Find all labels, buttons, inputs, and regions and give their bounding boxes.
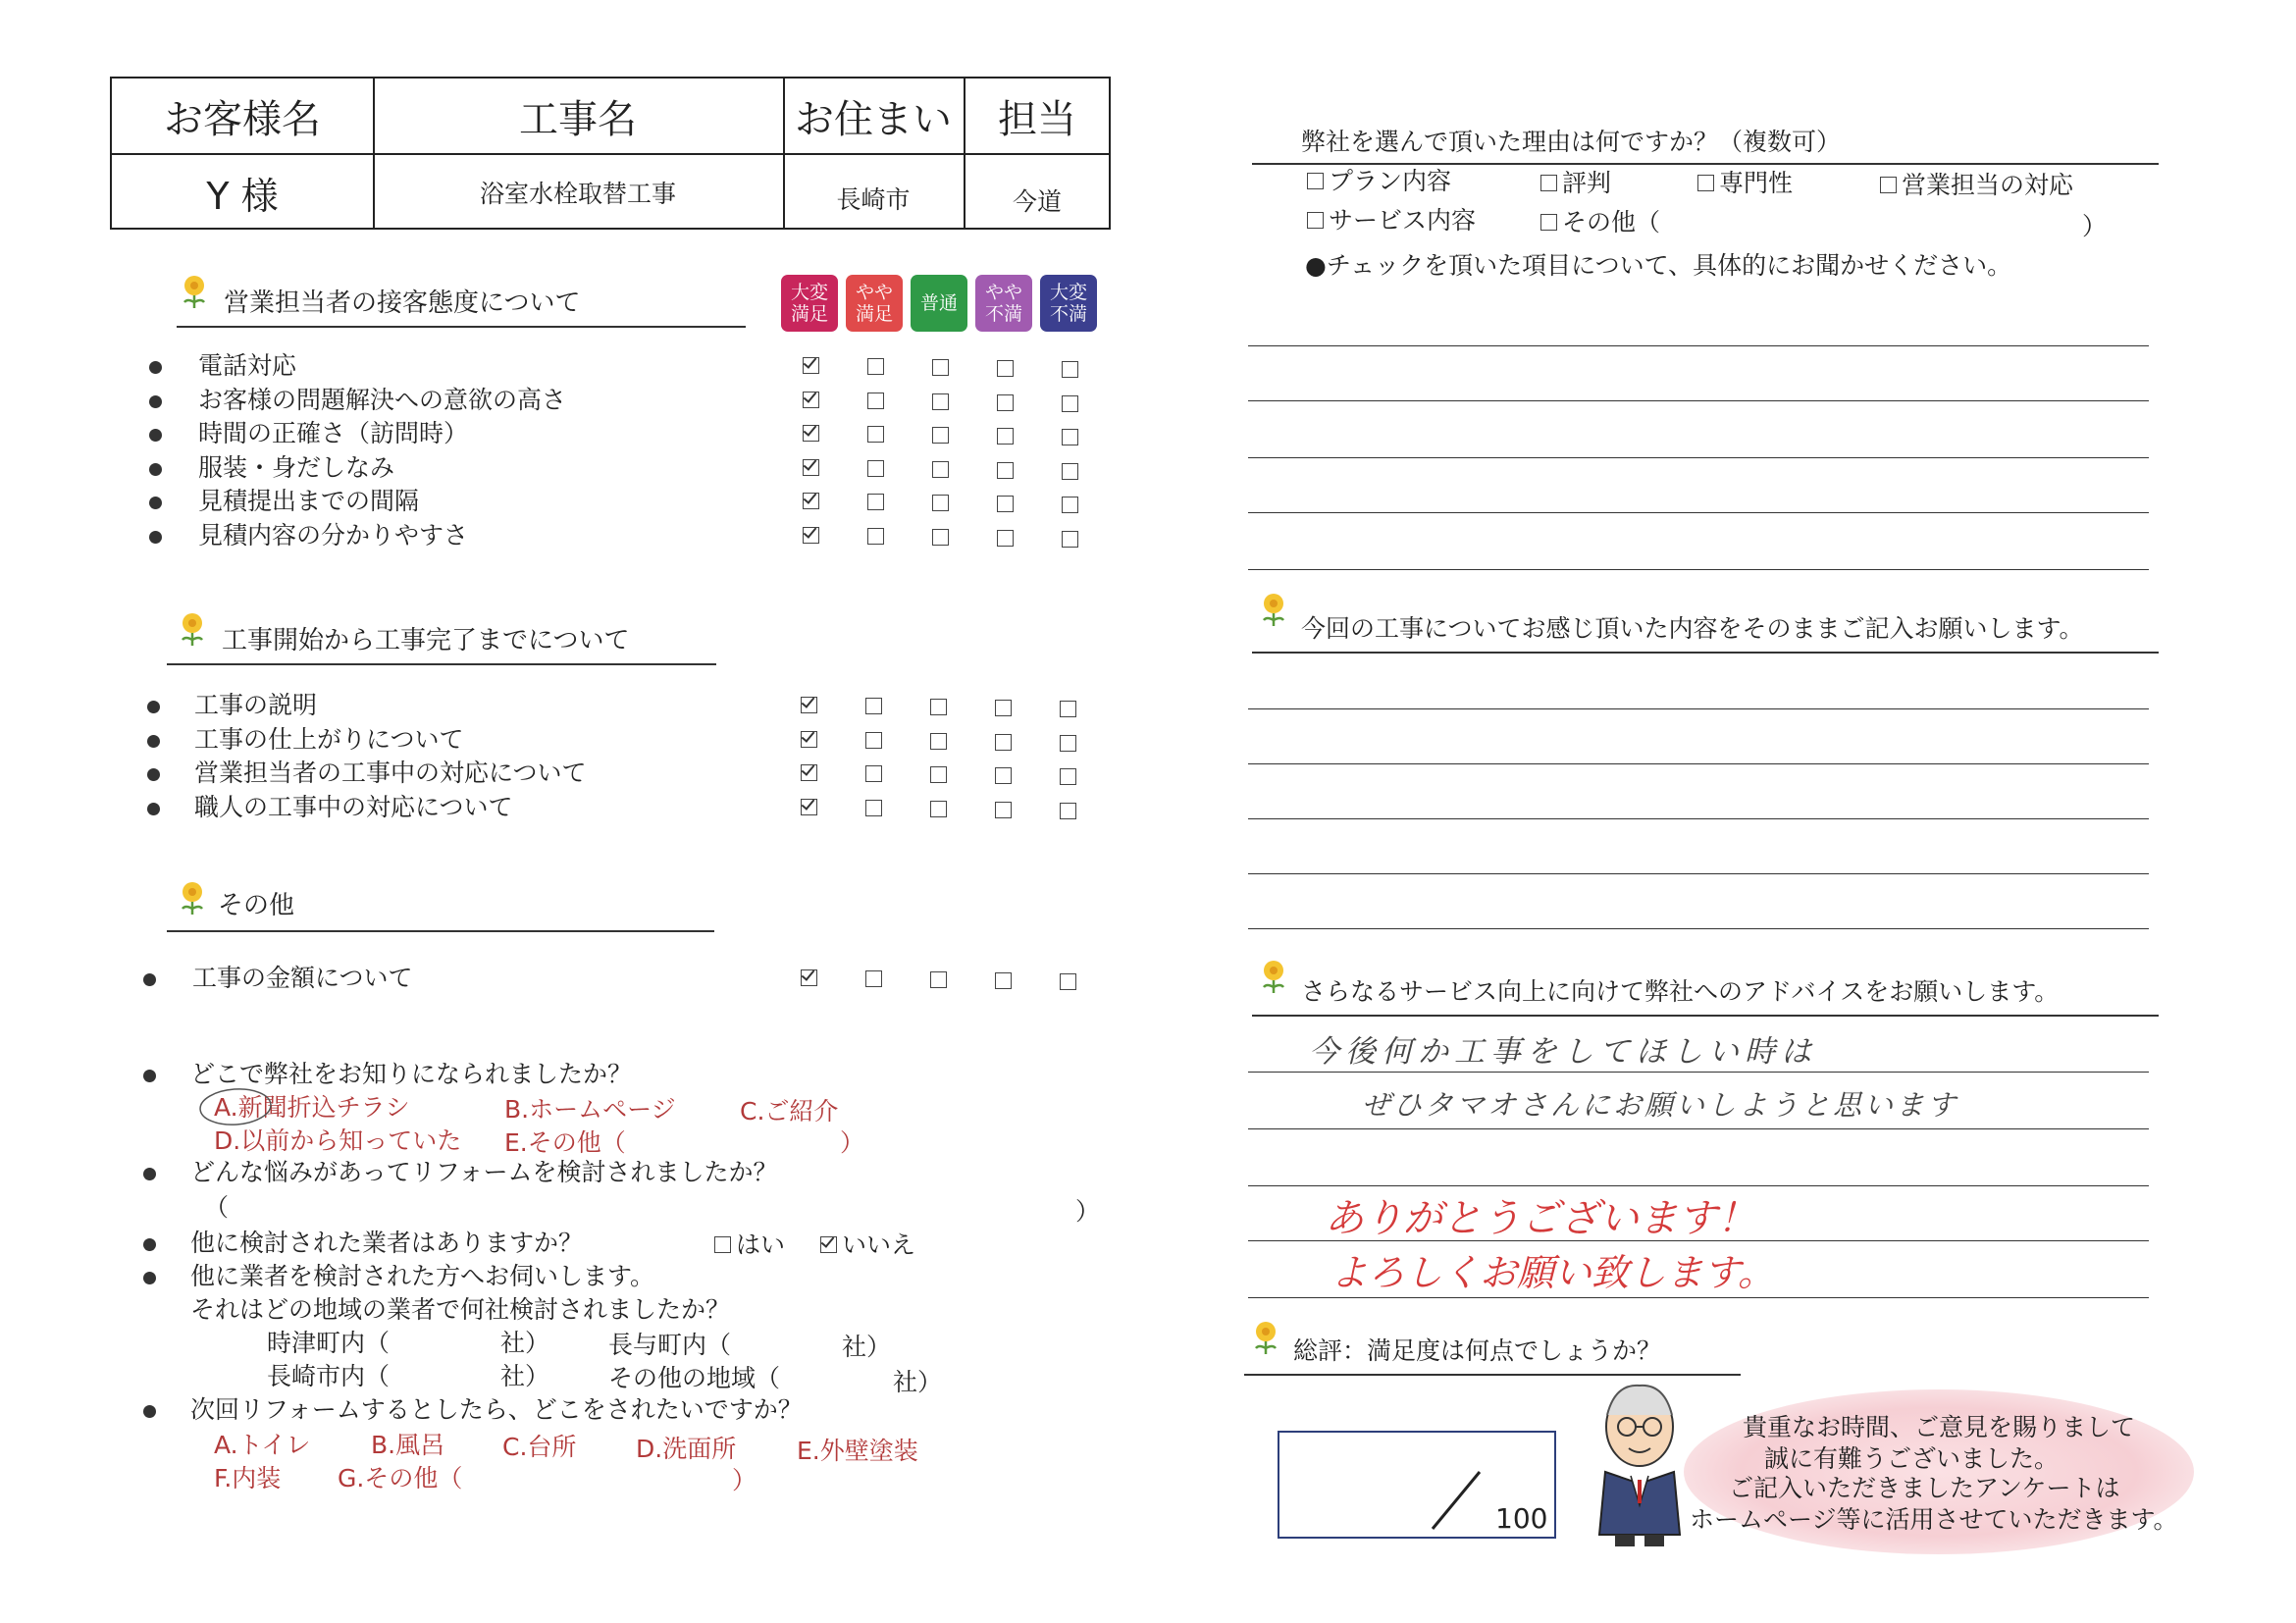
option-interior[interactable]: F.内装 — [214, 1464, 282, 1492]
rating-checkbox[interactable] — [803, 493, 819, 509]
rating-checkbox[interactable] — [803, 392, 819, 408]
bullet — [149, 463, 162, 476]
area-togitsu-count: 社） — [500, 1329, 550, 1357]
thanks-line3: ご記入いただきましたアンケートは — [1729, 1474, 2120, 1502]
question-area: それはどの地域の業者で何社検討されましたか？ — [190, 1295, 731, 1324]
rating-checkbox[interactable] — [801, 731, 817, 748]
checkbox-sales-staff[interactable] — [1880, 177, 1897, 193]
section-title-construction: 工事開始から工事完了までについて — [222, 626, 630, 655]
rating-checkbox[interactable] — [1060, 973, 1076, 990]
rating-checkbox[interactable] — [995, 802, 1012, 818]
rating-item-label: 服装・身だしなみ — [198, 452, 395, 482]
option-referral[interactable]: C.ご紹介 — [740, 1097, 839, 1126]
score-max: 100 — [1495, 1502, 1548, 1535]
option-other-close: ） — [840, 1128, 865, 1157]
option-other[interactable]: E.その他（ — [504, 1128, 626, 1157]
checkbox-yes[interactable] — [714, 1236, 731, 1253]
rating-checkbox[interactable] — [801, 969, 817, 986]
flower-icon — [1250, 1319, 1281, 1356]
section-title-sales: 営業担当者の接客態度について — [224, 288, 581, 318]
trouble-close-paren: ） — [1075, 1197, 1101, 1226]
checkbox-plan[interactable] — [1307, 173, 1324, 189]
question-other-vendor: 他に検討された業者はありますか？ — [190, 1229, 584, 1257]
rating-item-label: 営業担当者の工事中の対応について — [194, 759, 587, 787]
rating-scale-4: 大変 不満 — [1040, 275, 1097, 332]
rating-scale-2: 普通 — [911, 275, 967, 332]
thanks-line4: ホームページ等に活用させていただきます。 — [1690, 1505, 2178, 1534]
customer-name-value: Y 様 — [206, 174, 279, 218]
rating-checkbox[interactable] — [801, 697, 817, 713]
bullet — [143, 973, 156, 986]
label-expertise: 専門性 — [1719, 169, 1794, 197]
reply-thanks: ありがとうございます！ — [1325, 1196, 1756, 1241]
rating-checkbox[interactable] — [867, 460, 884, 477]
label-reason-other: その他（ — [1562, 208, 1661, 236]
rating-checkbox[interactable] — [803, 425, 819, 442]
rating-checkbox[interactable] — [930, 699, 947, 715]
question-trouble: どんな悩みがあってリフォームを検討されましたか？ — [190, 1158, 778, 1186]
flower-icon — [177, 610, 208, 648]
staff-label: 担当 — [998, 96, 1076, 142]
rating-checkbox[interactable] — [997, 360, 1014, 377]
handwritten-advice-line2: ぜひタマオさんにお願いしようと思います — [1362, 1088, 1959, 1122]
bullet — [143, 1070, 156, 1082]
rating-checkbox[interactable] — [1062, 531, 1078, 548]
handwritten-advice-line1: 今後何か工事をしてほしい時は — [1309, 1034, 1817, 1070]
rating-checkbox[interactable] — [867, 393, 884, 409]
bullet — [143, 1272, 156, 1284]
trouble-open-paren: （ — [204, 1193, 230, 1222]
question-how-know: どこで弊社をお知りになられましたか？ — [190, 1060, 633, 1088]
bullet — [147, 701, 160, 713]
rating-checkbox[interactable] — [995, 972, 1012, 989]
rating-item-label: お客様の問題解決への意欲の高さ — [198, 385, 567, 414]
option-kitchen[interactable]: C.台所 — [502, 1433, 577, 1461]
checkbox-no[interactable] — [820, 1236, 837, 1253]
impression-title: 今回の工事についてお感じ頂いた内容をそのままご記入お願いします。 — [1301, 614, 2084, 643]
rating-checkbox[interactable] — [867, 494, 884, 510]
rating-checkbox[interactable] — [801, 764, 817, 781]
rating-checkbox[interactable] — [1060, 735, 1076, 752]
rating-checkbox[interactable] — [1062, 429, 1078, 445]
rating-checkbox[interactable] — [867, 426, 884, 443]
advice-title: さらなるサービス向上に向けて弊社へのアドバイスをお願いします。 — [1301, 977, 2060, 1006]
score-box[interactable] — [1278, 1431, 1556, 1539]
reply-regards: よろしくお願い致します。 — [1331, 1251, 1775, 1294]
area-nagasaki-count: 社） — [500, 1362, 550, 1390]
bullet — [147, 768, 160, 781]
rating-checkbox[interactable] — [865, 765, 882, 782]
option-washroom[interactable]: D.洗面所 — [636, 1435, 737, 1463]
option-bath[interactable]: B.風呂 — [371, 1431, 445, 1459]
residence-value: 長崎市 — [836, 185, 911, 214]
thanks-line1: 貴重なお時間、ご意見を賜りまして — [1743, 1413, 2136, 1441]
bullet — [149, 531, 162, 544]
rating-checkbox[interactable] — [1060, 803, 1076, 819]
rating-item-label: 工事の金額について — [192, 964, 413, 992]
rating-item-label: 工事の説明 — [194, 691, 318, 719]
rating-checkbox[interactable] — [995, 700, 1012, 716]
rating-checkbox[interactable] — [997, 462, 1014, 479]
section-title-other: その他 — [218, 891, 295, 920]
score-title: 総評：満足度は何点でしょうか？ — [1293, 1336, 1662, 1365]
thanks-line2: 誠に有難うございました。 — [1764, 1444, 2060, 1473]
rating-checkbox[interactable] — [997, 496, 1014, 512]
bullet — [149, 361, 162, 374]
rating-checkbox[interactable] — [865, 732, 882, 749]
area-other-count: 社） — [893, 1368, 943, 1396]
rating-scale-0: 大変 満足 — [781, 275, 838, 332]
rating-checkbox[interactable] — [1062, 395, 1078, 412]
rating-checkbox[interactable] — [801, 799, 817, 815]
rating-checkbox[interactable] — [930, 801, 947, 817]
rating-checkbox[interactable] — [1062, 497, 1078, 513]
rating-checkbox[interactable] — [803, 357, 819, 374]
rating-checkbox[interactable] — [1060, 701, 1076, 717]
rating-checkbox[interactable] — [932, 393, 949, 410]
reason-title: 弊社を選んで頂いた理由は何ですか？（複数可） — [1301, 128, 1842, 156]
rating-checkbox[interactable] — [997, 394, 1014, 411]
rating-checkbox[interactable] — [1062, 463, 1078, 480]
option-newspaper[interactable]: A.新聞折込チラシ — [214, 1093, 410, 1122]
option-exterior[interactable]: E.外壁塗装 — [797, 1437, 918, 1465]
rating-checkbox[interactable] — [865, 970, 882, 987]
option-known-before[interactable]: D.以前から知っていた — [214, 1126, 462, 1155]
rating-item-label: 見積提出までの間隔 — [198, 487, 420, 515]
work-name-value: 浴室水栓取替工事 — [479, 180, 676, 208]
option-toilet[interactable]: A.トイレ — [214, 1431, 311, 1459]
question-area-intro: 他に業者を検討された方へお伺いします。 — [190, 1262, 655, 1290]
question-next-reform: 次回リフォームするとしたら、どこをされたいですか？ — [190, 1395, 803, 1424]
rating-checkbox[interactable] — [930, 971, 947, 988]
bullet — [143, 1238, 156, 1251]
staff-value: 今道 — [1012, 187, 1062, 216]
rating-scale-3: やや 不満 — [975, 275, 1032, 332]
rating-item-label: 時間の正確さ（訪問時） — [198, 419, 469, 447]
flower-icon — [179, 273, 210, 310]
rating-item-label: 見積内容の分かりやすさ — [198, 520, 469, 550]
rating-checkbox[interactable] — [867, 358, 884, 375]
label-reason-other-close: ） — [2082, 212, 2108, 240]
bullet — [149, 395, 162, 408]
checkbox-expertise[interactable] — [1697, 175, 1714, 191]
label-reputation: 評判 — [1562, 169, 1612, 197]
rating-checkbox[interactable] — [803, 527, 819, 544]
rating-checkbox[interactable] — [932, 427, 949, 444]
rating-checkbox[interactable] — [932, 461, 949, 478]
bullet — [143, 1168, 156, 1180]
label-no: いいえ — [842, 1230, 916, 1259]
rating-checkbox[interactable] — [1062, 361, 1078, 378]
bullet — [149, 429, 162, 442]
rating-checkbox[interactable] — [930, 766, 947, 783]
rating-checkbox[interactable] — [995, 767, 1012, 784]
rating-checkbox[interactable] — [932, 529, 949, 546]
bullet — [147, 735, 160, 748]
area-nagasaki: 長崎市内（ — [267, 1362, 391, 1390]
option-other-next[interactable]: G.その他（ — [338, 1464, 463, 1492]
flower-icon — [177, 879, 208, 916]
rating-checkbox[interactable] — [1060, 768, 1076, 785]
area-nagayo-count: 社） — [842, 1333, 892, 1361]
label-service: サービス内容 — [1329, 206, 1477, 235]
flower-icon — [1258, 591, 1289, 628]
reason-detail-prompt: ●チェックを頂いた項目について、具体的にお聞かせください。 — [1305, 251, 2012, 280]
rating-checkbox[interactable] — [932, 495, 949, 511]
work-name-label: 工事名 — [519, 96, 637, 142]
rating-checkbox[interactable] — [930, 733, 947, 750]
area-nagayo: 長与町内（ — [608, 1331, 732, 1359]
rating-item-label: 工事の仕上がりについて — [194, 724, 464, 754]
rating-checkbox[interactable] — [865, 698, 882, 714]
slash-mark — [1427, 1468, 1486, 1533]
rating-checkbox[interactable] — [865, 800, 882, 816]
checkbox-service[interactable] — [1307, 212, 1324, 229]
checkbox-reason-other[interactable] — [1540, 214, 1557, 231]
option-other-next-close: ） — [732, 1466, 757, 1494]
hand-circle-mark — [196, 1085, 275, 1128]
residence-label: お住まい — [795, 96, 952, 142]
checkbox-reputation[interactable] — [1540, 175, 1557, 191]
label-sales-staff: 営業担当の対応 — [1902, 171, 2074, 199]
bullet — [149, 497, 162, 509]
rating-checkbox[interactable] — [995, 734, 1012, 751]
president-mascot-icon — [1586, 1378, 1694, 1552]
label-yes: はい — [736, 1230, 786, 1259]
rating-scale-1: やや 満足 — [846, 275, 903, 332]
rating-item-label: 職人の工事中の対応について — [194, 792, 513, 821]
area-togitsu: 時津町内（ — [267, 1329, 391, 1357]
rating-item-label: 電話対応 — [198, 351, 297, 380]
rating-checkbox[interactable] — [932, 359, 949, 376]
bullet — [147, 803, 160, 815]
label-plan: プラン内容 — [1329, 167, 1452, 195]
flower-icon — [1258, 958, 1289, 995]
bullet — [143, 1405, 156, 1418]
customer-info-table — [110, 77, 1111, 230]
area-other: その他の地域（ — [608, 1364, 781, 1392]
rating-checkbox[interactable] — [997, 530, 1014, 547]
rating-checkbox[interactable] — [867, 528, 884, 545]
rating-checkbox[interactable] — [997, 428, 1014, 445]
rating-checkbox[interactable] — [803, 459, 819, 476]
option-homepage[interactable]: B.ホームページ — [504, 1095, 676, 1124]
customer-name-label: お客様名 — [164, 96, 321, 142]
